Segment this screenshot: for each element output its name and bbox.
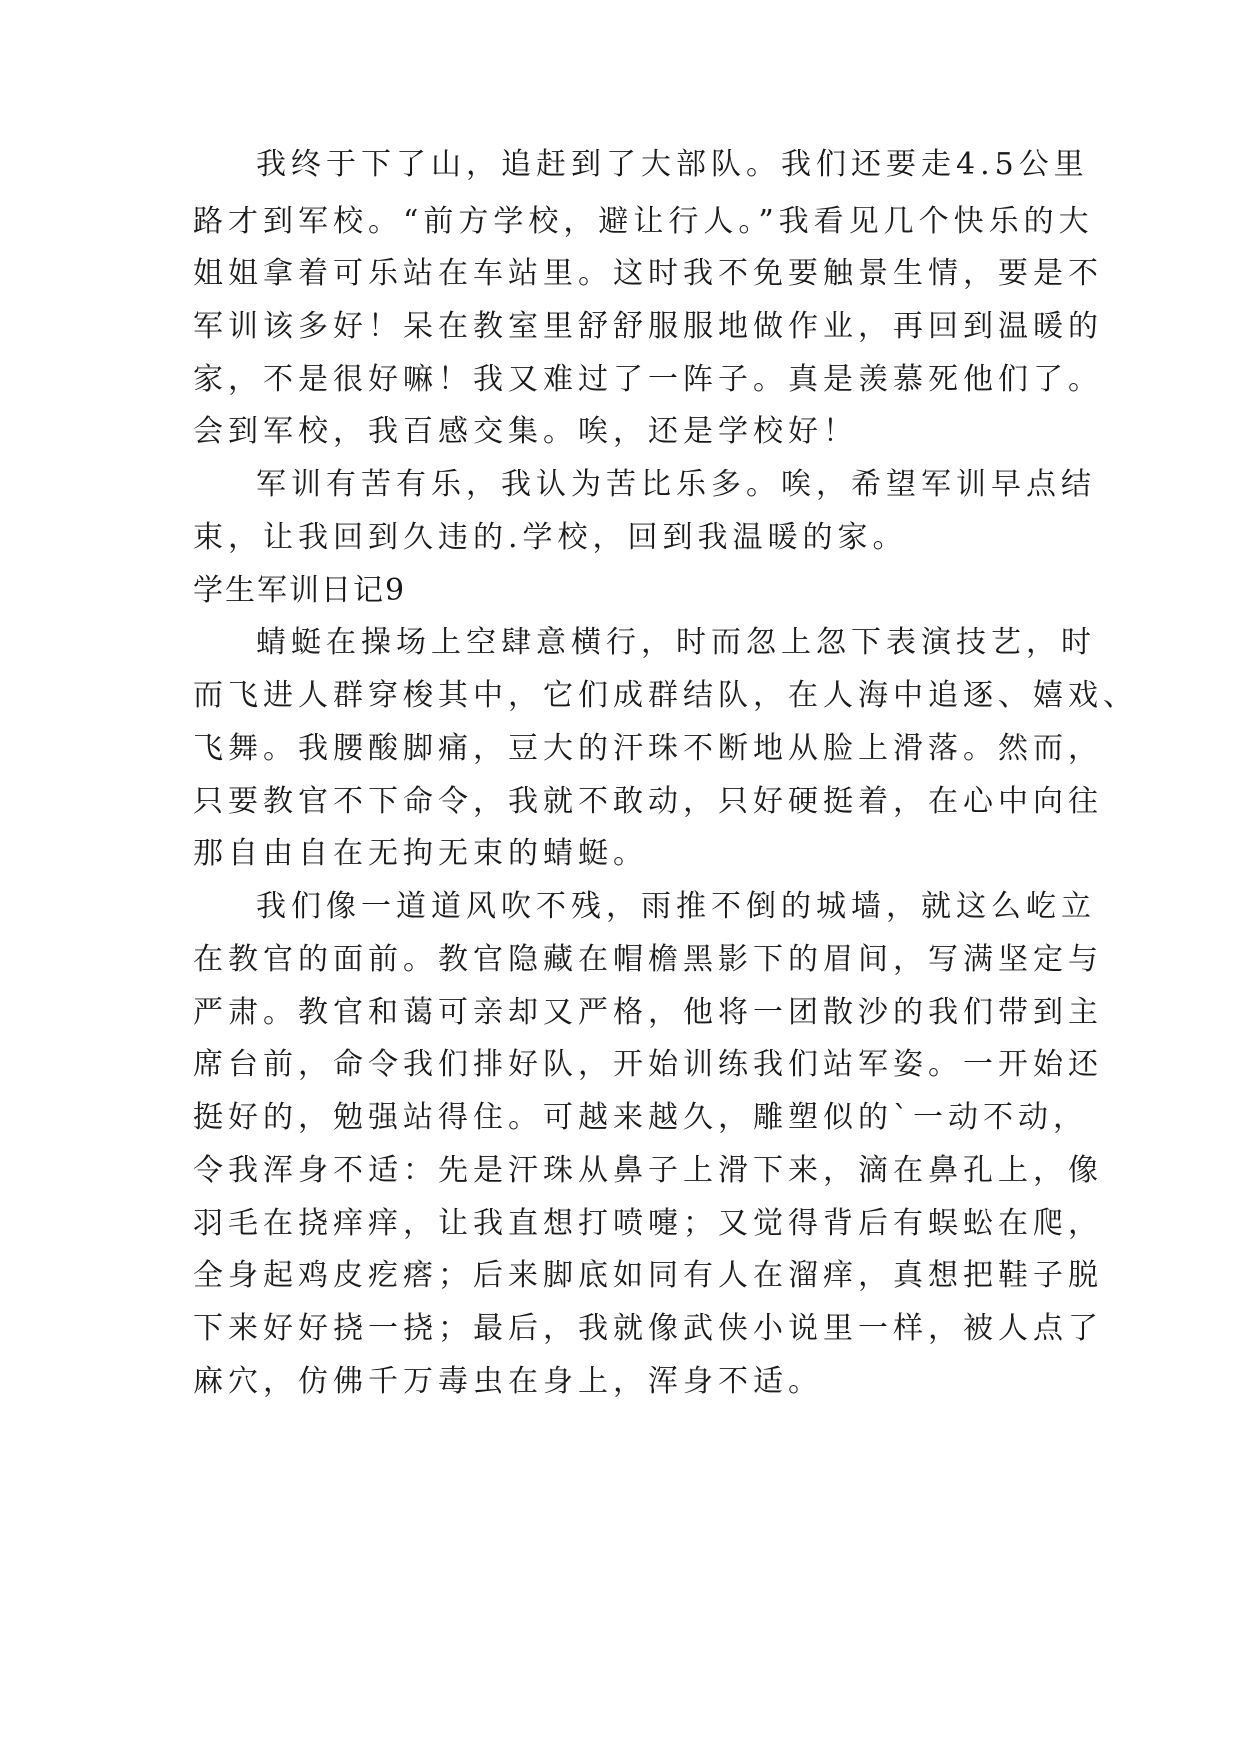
- paragraph-line: 下来好好挠一挠；最后，我就像武侠小说里一样，被人点了: [193, 1311, 1103, 1346]
- paragraph-line: 飞舞。我腰酸脚痛，豆大的汗珠不断地从脸上滑落。然而，: [193, 731, 1103, 766]
- paragraph-line: 我终于下了山，追赶到了大部队。我们还要走4.5公里: [256, 147, 1089, 182]
- paragraph-line: 那自由自在无拘无束的蜻蜓。: [193, 836, 648, 871]
- paragraph-line: 席台前，命令我们排好队，开始训练我们站军姿。一开始还: [193, 1047, 1103, 1082]
- paragraph-line: 会到军校，我百感交集。唉，还是学校好！: [193, 414, 858, 449]
- paragraph-line: 路才到军校。“前方学校，避让行人。”我看见几个快乐的大: [193, 204, 1094, 239]
- paragraph-line: 麻穴，仿佛千万毒虫在身上，浑身不适。: [193, 1364, 823, 1399]
- paragraph-line: 姐姐拿着可乐站在车站里。这时我不免要触景生情，要是不: [193, 256, 1103, 291]
- paragraph-line: 羽毛在挠痒痒，让我直想打喷嚏；又觉得背后有蜈蚣在爬，: [193, 1206, 1103, 1241]
- paragraph-line: 而飞进人群穿梭其中，它们成群结队，在人海中追逐、嬉戏、: [193, 678, 1138, 713]
- paragraph-line: 只要教官不下命令，我就不敢动，只好硬挺着，在心中向往: [193, 784, 1103, 819]
- paragraph-line: 军训该多好！呆在教室里舒舒服服地做作业，再回到温暖的: [193, 309, 1103, 344]
- paragraph-line: 全身起鸡皮疙瘩；后来脚底如同有人在溜痒，真想把鞋子脱: [193, 1258, 1103, 1293]
- paragraph-line: 在教官的面前。教官隐藏在帽檐黑影下的眉间，写满坚定与: [193, 942, 1103, 977]
- paragraph-line: 令我浑身不适：先是汗珠从鼻子上滑下来，滴在鼻孔上，像: [193, 1153, 1103, 1188]
- paragraph-line: 我们像一道道风吹不残，雨推不倒的城墙，就这么屹立: [256, 889, 1096, 924]
- paragraph-line: 严肃。教官和蔼可亲却又严格，他将一团散沙的我们带到主: [193, 995, 1103, 1030]
- paragraph-line: 军训有苦有乐，我认为苦比乐多。唉，希望军训早点结: [256, 467, 1096, 502]
- paragraph-line: 挺好的，勉强站得住。可越来越久，雕塑似的`一动不动，: [193, 1100, 1088, 1135]
- paragraph-line: 家，不是很好嘛！我又难过了一阵子。真是羡慕死他们了。: [193, 362, 1103, 397]
- paragraph-line: 束，让我回到久违的.学校，回到我温暖的家。: [193, 520, 908, 555]
- section-heading: 学生军训日记9: [193, 573, 407, 608]
- paragraph-line: 蜻蜓在操场上空肆意横行，时而忽上忽下表演技艺，时: [256, 625, 1096, 660]
